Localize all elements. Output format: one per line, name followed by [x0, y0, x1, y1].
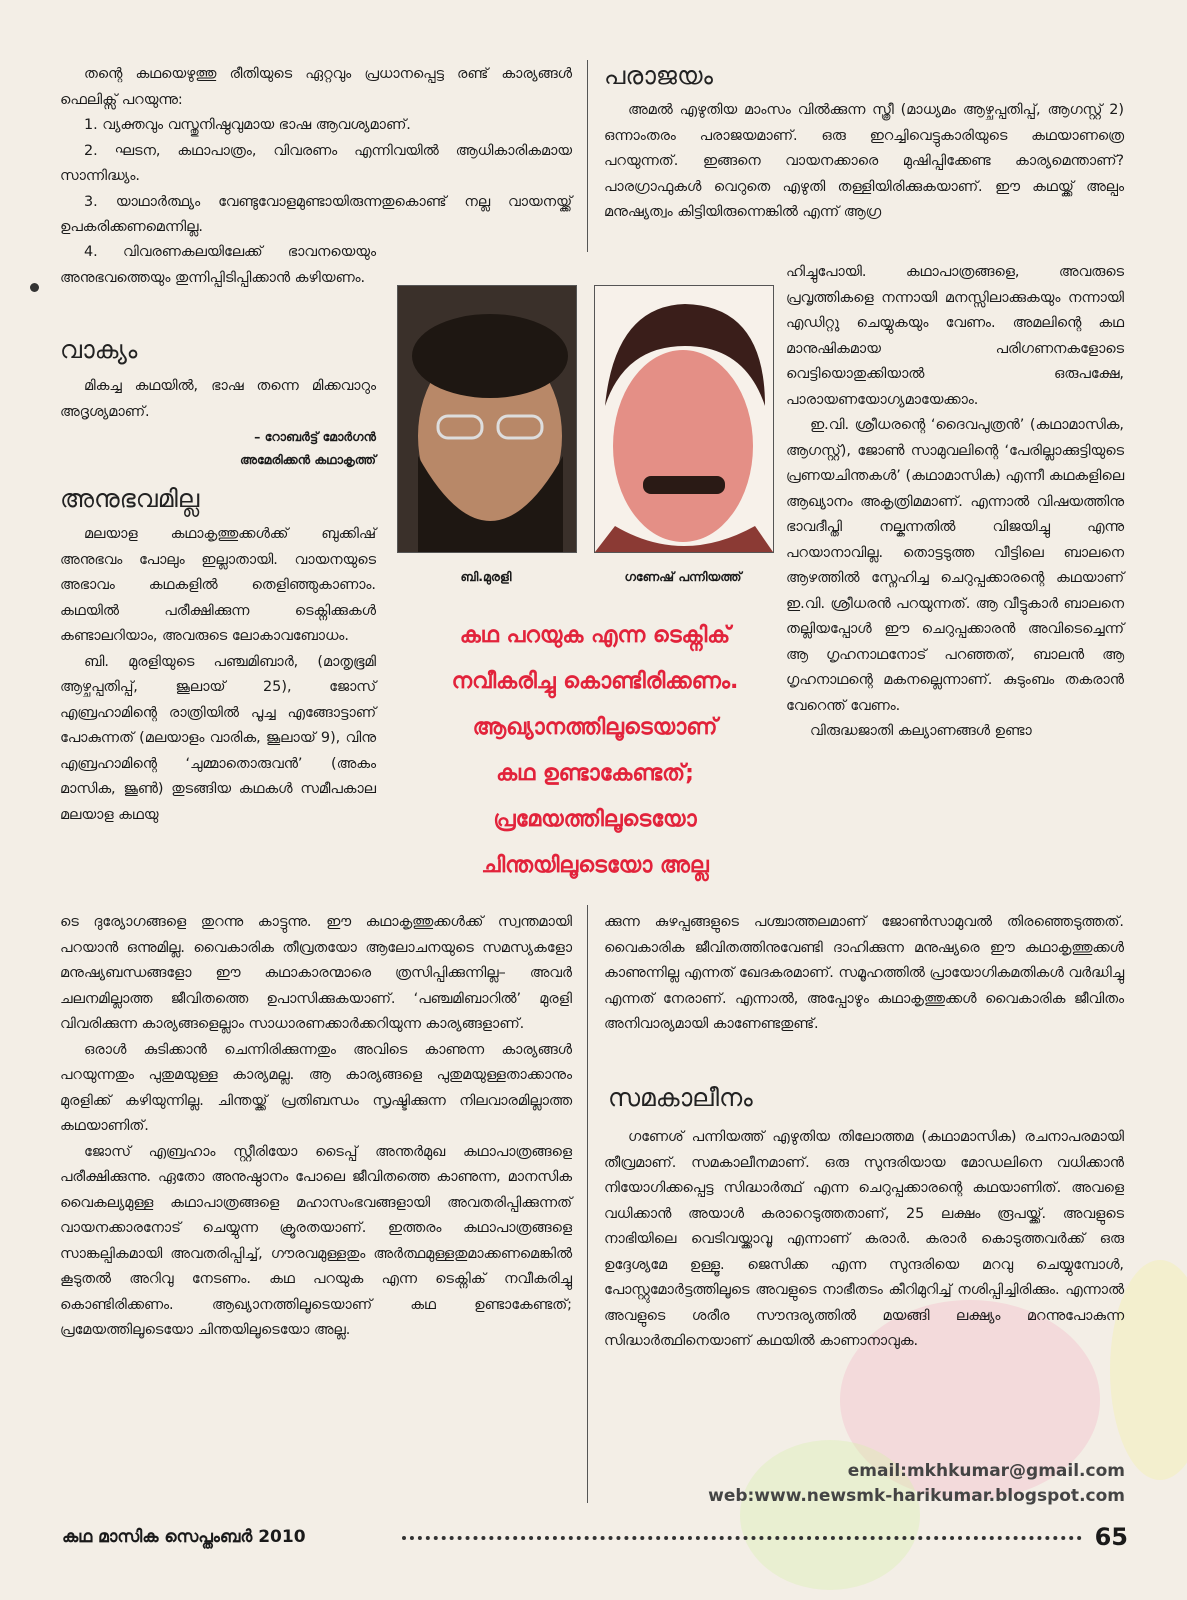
photo-caption-right: ഗണേഷ് പന്നിയത്ത്: [624, 569, 742, 584]
quote-author: – റോബർട്ട് മോർഗൻ: [254, 429, 376, 444]
pull-quote-line: നവീകരിച്ചു കൊണ്ടിരിക്കണം.: [451, 669, 739, 694]
paragraph: ക്കുന്ന കുഴപ്പങ്ങളുടെ പശ്ചാത്തലമാണ് ജോൺസാമുവൽ തിരഞ്ഞെടുത്തത്. വൈകാരിക ജീവിതത്തിനുവേണ്ടി ദാഹിക്കുന്ന മനുഷ്യരെ ഈ കഥാകൃത്തുക്കൾ കാണുന്നില്ല എന്നത് ഖേദകരമാണ്. സമൂഹത്തിൽ പ്രായോഗികമതികൾ വർദ്ധിച്ചു എന്നത് നേരാണ്. എന്നാൽ, അപ്പോഴും കഥാകൃത്തുക്കൾ വൈകാരിക ജീവിതം അനിവാര്യമായി കാണേണ്ടതുണ്ട്.: [604, 914, 1124, 1032]
paragraph: ഇ.വി. ശ്രീധരന്റെ ‘ദൈവപുത്രൻ’ (കഥാമാസിക, ആഗസ്റ്റ്), ജോൺ സാമുവലിന്റെ ‘പേരില്ലാക്കുട്ടിയുടെ പ്രണയചിന്തകൾ’ (കഥാമാസിക) എന്നീ കഥകളിലെ ആഖ്യാനം അകൃത്രിമമാണ്. എന്നാൽ വിഷയത്തിനു ഭാവദീപ്തി നല്കുന്നതിൽ വിജയിച്ചു എന്നു പറയാനാവില്ല. തൊട്ടടുത്ത വീട്ടിലെ ബാലനെ ആഴത്തിൽ സ്നേഹിച്ച ചെറുപ്പക്കാരന്റെ കഥയാണ് ഇ.വി. ശ്രീധരൻ പറയുന്നത്. ആ വീട്ടുകാർ ബാലനെ തല്ലിയപ്പോൾ ഈ ചെറുപ്പക്കാരൻ അവിടെച്ചെന്ന് ആ ഗൃഹനാഥനോട് പറഞ്ഞത്, ബാലൻ ആ ഗൃഹനാഥന്റെ മകനല്ലെന്നാണ്. കുടുംബം തകരാൻ വേറെന്ത് വേണം.: [786, 417, 1124, 714]
photo-caption-left: ബി.മുരളി: [460, 569, 512, 584]
footer-dotted-leader: [402, 1536, 1082, 1540]
paragraph: മലയാള കഥാകൃത്തുക്കൾക്ക് ബുക്കിഷ് അനുഭവം പോലും ഇല്ലാതായി. വായനയുടെ അഭാവം കഥകളിൽ തെളിഞ്ഞുകാണാം. കഥയിൽ പരീക്ഷിക്കുന്ന ടെക്നിക്കുകൾ കണ്ടാലറിയാം, അവരുടെ ലോകാവബോധം.: [60, 526, 376, 644]
parajayam-section-wide: [604, 910, 1124, 1038]
anubhavam-heading: അനുഭവമില്ല: [60, 484, 200, 513]
pull-quote-line: കഥ ഉണ്ടാകേണ്ടത്;: [496, 761, 694, 786]
column-divider: [587, 905, 588, 1503]
vakyam-heading: വാക്യം: [60, 335, 138, 364]
parajayam-heading: പരാജയം: [604, 61, 713, 90]
portrait-illustration: [398, 286, 576, 552]
point-item: 2. ഘടന, കഥാപാത്രം, വിവരണം എന്നിവയിൽ ആധികാരികമായ സാന്നിദ്ധ്യം.: [60, 142, 572, 184]
pull-quote-line: പ്രമേയത്തിലൂടെയോ: [493, 807, 697, 832]
point-four: [60, 240, 376, 291]
pull-quote-line: കഥ പറയുക എന്ന ടെക്നിക്: [459, 623, 731, 648]
paragraph: അമൽ എഴുതിയ മാംസം വിൽക്കുന്ന സ്ത്രീ (മാധ്യമം ആഴ്ചപ്പതിപ്പ്, ആഗസ്റ്റ് 2) ഒന്നാംതരം പരാജയമാണ്. ഒരു ഇറച്ചിവെട്ടുകാരിയുടെ കഥയാണത്രെ പറയുന്നത്. ഇങ്ങനെ വായനക്കാരെ മുഷിപ്പിക്കേണ്ട കാര്യമെന്താണ്? പാരഗ്രാഫുകൾ വെറുതെ എഴുതി തള്ളിയിരിക്കുകയാണ്. ഈ കഥയ്ക്ക് അല്പം മനുഷ്യത്വം കിട്ടിയിരുന്നെങ്കിൽ എന്ന് ആഗ്ര: [604, 102, 1124, 220]
point-item: 1. വ്യക്തവും വസ്തുനിഷ്ഠവുമായ ഭാഷ ആവശ്യമാണ്.: [84, 117, 411, 133]
point-item: 3. യാഥാർത്ഥ്യം വേണ്ടുവോളമുണ്ടായിരുന്നതുകൊണ്ട് നല്ല വായനയ്ക്ക് ഉപകരിക്കണമെന്നില്ല.: [60, 193, 572, 235]
portrait-illustration: [595, 286, 773, 552]
paragraph: ജോസ് എബ്രഹാം സ്റ്റീരിയോ ടൈപ്പ് അന്തർമുഖ കഥാപാത്രങ്ങളെ പരീക്ഷിക്കുന്നു. ഏതോ അനുഷ്ഠാനം പോലെ ജീവിതത്തെ കാണുന്ന, മാനസിക വൈകല്യമുള്ള കഥാപാത്രങ്ങളെ മഹാസംഭവങ്ങളായി അവതരിപ്പിക്കുന്നത് വായനക്കാരനോട് ചെയ്യുന്ന ക്രൂരതയാണ്. ഇത്തരം കഥാപാത്രങ്ങളെ സാങ്കല്പികമായി അവതരിപ്പിച്ച്, ഗൗരവമുള്ളതും അർത്ഥമുള്ളതുമാക്കണമെങ്കിൽ കൂടുതൽ അറിവു നേടണം. കഥ പറയുക എന്ന ടെക്നിക് നവീകരിച്ചു കൊണ്ടിരിക്കണം. ആഖ്യാനത്തിലൂടെയാണ് കഥ ഉണ്ടാകേണ്ടത്; പ്രമേയത്തിലൂടെയോ ചിന്തയിലൂടെയോ അല്ല.: [60, 1143, 572, 1338]
contact-info: [600, 1459, 1125, 1509]
footer-magazine: [62, 1527, 306, 1547]
photo-b-murali: [397, 285, 577, 553]
samakalinam-section: [604, 1125, 1124, 1355]
paragraph: ബി. മുരളിയുടെ പഞ്ചമിബാർ, (മാതൃഭൂമി ആഴ്ചപ്പതിപ്പ്, ജൂലായ് 25), ജോസ് എബ്രഹാമിന്റെ രാത്രിയിൽ പൂച്ച എങ്ങോട്ടാണ് പോകുന്നത് (മലയാളം വാരിക, ജൂലായ് 9), വിനു എബ്രഹാമിന്റെ ‘ചുമ്മാതൊരുവൻ’ (അകം മാസിക, ജൂൺ) തുടങ്ങിയ കഥകൾ സമീപകാല മലയാള കഥയു: [60, 653, 376, 823]
magazine-name: കഥ മാസിക സെപ്തംബർ: [62, 1527, 253, 1547]
paragraph: വിരുദ്ധജാതി കല്യാണങ്ങൾ ഉണ്ടാ: [810, 723, 1032, 739]
anubhavam-section-wide: [60, 910, 572, 1344]
paragraph: ഒരാൾ കുടിക്കാൻ ചെന്നിരിക്കുന്നതും അവിടെ കാണുന്ന കാര്യങ്ങൾ പറയുന്നതും പുതുമയുള്ള കാര്യമല്ല. ആ കാര്യങ്ങളെ പുതുമയുള്ളതാക്കാനും മുരളിക്ക് കഴിയുന്നില്ല. ചിന്തയ്ക്ക് പ്രതിബന്ധം സൃഷ്ടിക്കുന്ന നിലവാരമില്ലാത്ത കഥയാണിത്.: [60, 1041, 572, 1134]
web-link[interactable]: web:www.newsmk-harikumar.blogspot.com: [708, 1486, 1125, 1506]
pull-quote-line: ചിന്തയിലൂടെയോ അല്ല: [481, 853, 709, 878]
intro-section: [60, 62, 572, 241]
samakalinam-heading: സമകാലീനം: [608, 1083, 753, 1112]
quote-author-role: അമേരിക്കൻ കഥാകൃത്ത്: [239, 452, 376, 467]
page-number: 65: [1094, 1523, 1128, 1551]
intro-text: തന്റെ കഥയെഴുത്തു രീതിയുടെ ഏറ്റവും പ്രധാനപ്പെട്ട രണ്ട് കാര്യങ്ങൾ ഫെലിക്സ് പറയുന്നു:: [60, 66, 572, 108]
parajayam-section: [604, 98, 1124, 226]
anubhavam-section: [60, 522, 376, 828]
vakyam-section: [60, 374, 376, 471]
point-item: 4. വിവരണകലയിലേക്ക് ഭാവനയെയും അനുഭവത്തെയും തുന്നിപ്പിടിപ്പിക്കാൻ കഴിയണം.: [60, 244, 376, 286]
magazine-year: 2010: [258, 1527, 306, 1547]
column-divider: [587, 60, 588, 252]
paragraph: ഹിച്ചുപോയി. കഥാപാത്രങ്ങളെ, അവരുടെ പ്രവൃത്തികളെ നന്നായി മനസ്സിലാക്കുകയും നന്നായി എഡിറ്റു ചെയ്യുകയും വേണം. അമലിന്റെ കഥ മാനുഷികമായ പരിഗണനകളോടെ വെട്ടിയൊതുക്കിയാൽ ഒരുപക്ഷേ, പാരായണയോഗ്യമായേക്കാം.: [786, 264, 1124, 408]
photo-ganesh-panniyath: [594, 285, 774, 553]
parajayam-section-narrow: [786, 260, 1124, 745]
paragraph: ടെ ദുര്യോഗങ്ങളെ തുറന്നു കാട്ടുന്നു. ഈ കഥാകൃത്തുക്കൾക്ക് സ്വന്തമായി പറയാൻ ഒന്നുമില്ല. വൈകാരിക തീവ്രതയോ ആലോചനയുടെ സമസ്യകളോ മനുഷ്യബന്ധങ്ങളോ ഈ കഥാകാരന്മാരെ ത്രസിപ്പിക്കുന്നില്ല– അവർ ചലനമില്ലാത്ത ജീവിതത്തെ ഉപാസിക്കുകയാണ്. ‘പഞ്ചമിബാറിൽ’ മുരളി വിവരിക്കുന്ന കാര്യങ്ങളെല്ലാം സാധാരണക്കാർക്കറിയുന്ന കാര്യങ്ങളാണ്.: [60, 914, 572, 1032]
page-footer: [62, 1519, 1132, 1559]
email-link[interactable]: email:mkhkumar@gmail.com: [847, 1461, 1125, 1481]
paragraph: ഗണേശ് പന്നിയത്ത് എഴുതിയ തിലോത്തമ (കഥാമാസിക) രചനാപരമായി തീവ്രമാണ്. സമകാലീനമാണ്. ഒരു സുന്ദരിയായ മോഡലിനെ വധിക്കാൻ നിയോഗിക്കപ്പെട്ട സിദ്ധാർത്ഥ് എന്ന ചെറുപ്പക്കാരന്റെ കഥയാണിത്. അവളെ വധിക്കാൻ അയാൾ കരാറെടുത്തതാണ്, 25 ലക്ഷം രൂപയ്ക്ക്. അവളുടെ നാഭിയിലെ വെടിവയ്ക്കാവൂ എന്നാണ് കരാർ. കരാർ കൊടുത്തവർക്ക് ഒരു ഉദ്ദേശ്യമേ ഉള്ളൂ. ജെസിക്ക എന്ന സുന്ദരിയെ മറവു ചെയ്യുമ്പോൾ, പോസ്റ്റുമോർട്ടത്തിലൂടെ അവളുടെ നാഭീതടം കീറിമുറിച്ച് നശിപ്പിച്ചിരിക്കും. എന്നാൽ അവളുടെ ശരീര സൗന്ദര്യത്തിൽ മയങ്ങി ലക്ഷ്യം മറന്നുപോകുന്ന സിദ്ധാർത്ഥിനെയാണ് കഥയിൽ കാണാനാവുക.: [604, 1129, 1124, 1349]
pull-quote: [404, 613, 786, 889]
pull-quote-line: ആഖ്യാനത്തിലൂടെയാണ്: [472, 715, 718, 740]
vakyam-text: മികച്ച കഥയിൽ, ഭാഷ തന്നെ മിക്കവാറും അദൃശ്യമാണ്.: [60, 378, 376, 420]
margin-dot: [30, 283, 39, 292]
